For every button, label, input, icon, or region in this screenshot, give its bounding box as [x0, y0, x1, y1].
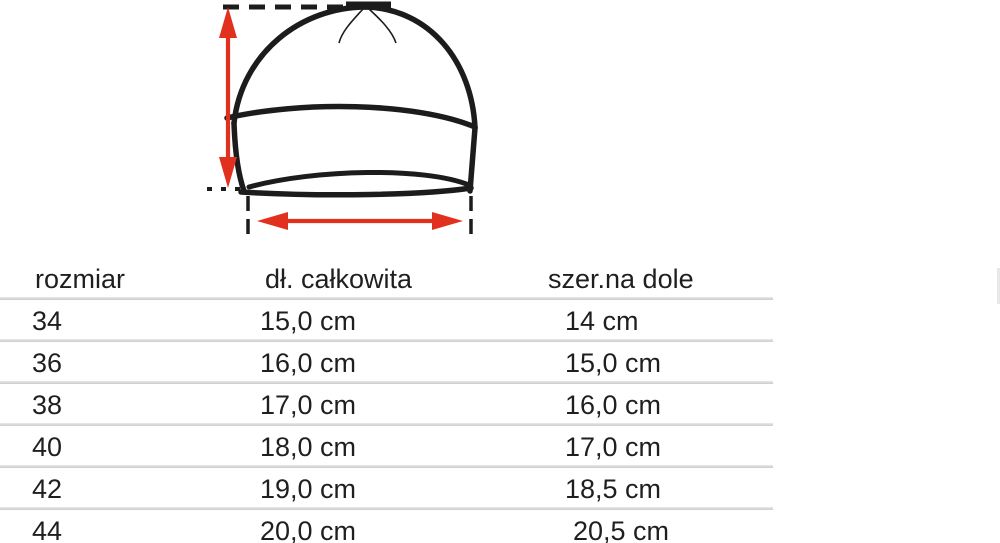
size-value: 34: [32, 306, 63, 336]
table-row: [0, 384, 773, 423]
length-value: 15,0 cm: [260, 306, 357, 336]
table-row: [0, 468, 773, 507]
table-row: [0, 510, 773, 543]
size-table: [0, 258, 773, 543]
hat-diagram: [190, 0, 500, 245]
width-value: 16,0 cm: [565, 390, 662, 420]
header-bottom-width: szer.na dole: [548, 264, 694, 294]
width-arrow-head-left: [257, 212, 288, 230]
size-value: 42: [32, 474, 63, 504]
length-value: 16,0 cm: [260, 348, 357, 378]
size-value: 36: [32, 348, 63, 378]
hat-diagram-svg: [190, 0, 500, 245]
table-header-row: [0, 258, 773, 297]
size-value: 38: [32, 390, 63, 420]
length-value: 20,0 cm: [260, 516, 357, 543]
size-value: 44: [32, 516, 63, 543]
size-value: 40: [32, 432, 63, 462]
hat-band-seam: [227, 107, 475, 127]
width-value: 15,0 cm: [565, 348, 662, 378]
width-value: 17,0 cm: [565, 432, 662, 462]
height-arrow-head-bottom: [219, 157, 237, 188]
width-value: 20,5 cm: [573, 516, 670, 543]
header-size: rozmiar: [35, 264, 126, 294]
width-value: 14 cm: [565, 306, 639, 336]
hat-hem-lower-curve: [241, 188, 471, 195]
hat-gather-line-right: [369, 9, 396, 43]
table-row: [0, 300, 773, 339]
hat-hem-upper-curve: [249, 172, 469, 187]
length-value: 18,0 cm: [260, 432, 357, 462]
hat-gather-line-left: [339, 9, 363, 43]
table-row: [0, 342, 773, 381]
height-arrow-head-top: [219, 7, 237, 38]
table-row: [0, 426, 773, 465]
width-arrow-head-right: [432, 212, 463, 230]
hat-right-edge: [470, 128, 475, 191]
length-value: 17,0 cm: [260, 390, 357, 420]
length-value: 19,0 cm: [260, 474, 357, 504]
header-total-length: dł. całkowita: [265, 264, 413, 294]
width-value: 18,5 cm: [565, 474, 662, 504]
